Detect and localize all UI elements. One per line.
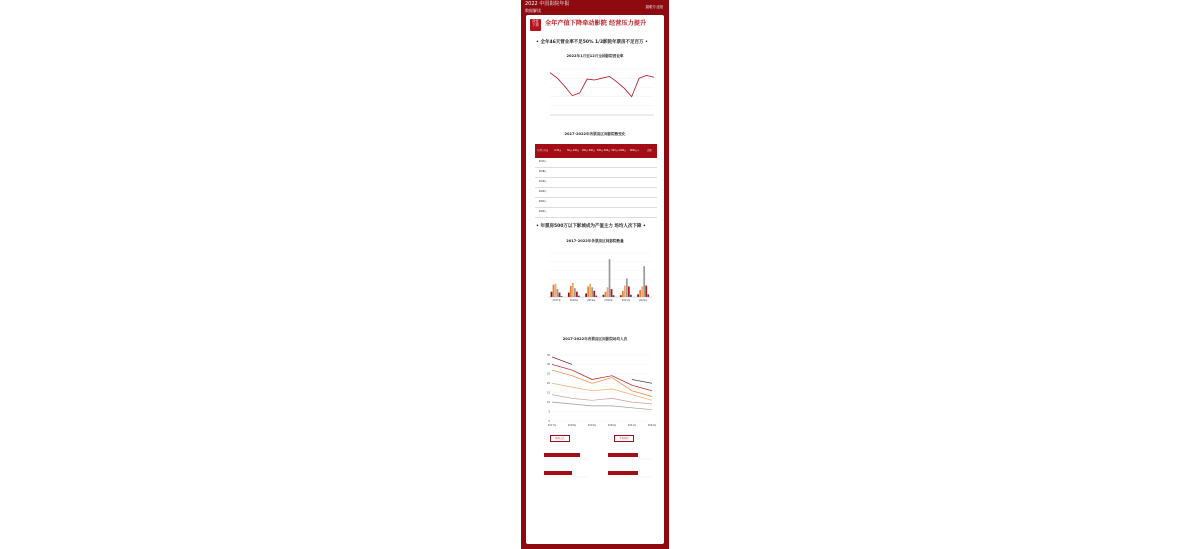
chart1-title: 2022年1月至12月全国影院营业率	[566, 54, 624, 58]
table-cell	[581, 198, 596, 208]
bar	[639, 290, 641, 297]
table-cell	[627, 188, 642, 198]
table-cell	[596, 158, 611, 168]
table-cell	[596, 198, 611, 208]
table-year-cell: 2017年	[535, 158, 550, 168]
x-tick-label: 2021年	[627, 424, 637, 427]
comparison-bars	[532, 449, 660, 485]
x-tick-label: 2022年	[639, 299, 648, 302]
label-avg-attendance: 场均人次	[550, 435, 570, 442]
y-tick-label: 0	[548, 419, 550, 423]
bar	[551, 292, 553, 297]
bar	[585, 293, 587, 297]
headline: 全年产值下降牵动影院 经营压力提升	[545, 20, 647, 27]
bar	[589, 284, 591, 297]
table-row	[535, 198, 657, 208]
table-cell	[550, 198, 565, 208]
table-cell	[611, 168, 626, 178]
bar	[593, 291, 595, 297]
table-cell	[611, 178, 626, 188]
bar	[595, 296, 597, 297]
table-row	[535, 158, 657, 168]
x-tick-label: 2022年	[647, 424, 657, 427]
table-year-cell: 2019年	[535, 178, 550, 188]
bar	[576, 292, 578, 297]
table-cell	[566, 198, 581, 208]
bar	[574, 288, 576, 297]
report-subtitle: 数据解读	[525, 8, 541, 13]
bar	[568, 293, 570, 297]
table-cell	[596, 178, 611, 188]
bar	[643, 266, 645, 297]
occupancy-line	[550, 73, 654, 97]
bar	[628, 286, 630, 297]
bar	[641, 286, 643, 297]
poster	[521, 0, 669, 549]
bar	[557, 289, 559, 297]
table-cell	[581, 178, 596, 188]
chart2-title: 2017-2022年各票房区间影院数量	[566, 239, 624, 243]
table-cell	[627, 158, 642, 168]
table-cell	[627, 208, 642, 218]
table-total-cell	[642, 158, 657, 168]
bar	[630, 295, 632, 297]
y-tick-label: 20	[546, 382, 550, 386]
table-total-cell	[642, 178, 657, 188]
bar	[626, 279, 628, 297]
table-cell	[581, 158, 596, 168]
attendance-line-chart	[540, 353, 658, 431]
table-cell	[611, 158, 626, 168]
table-cell	[581, 168, 596, 178]
table-cell	[566, 188, 581, 198]
bar	[645, 286, 647, 297]
bar	[620, 295, 622, 297]
bar	[559, 293, 561, 297]
table-cell	[566, 158, 581, 168]
table-year-cell: 2018年	[535, 168, 550, 178]
y-tick-label: 10	[546, 400, 550, 404]
bar	[570, 286, 572, 297]
table-cell	[550, 168, 565, 178]
table-total-cell	[642, 208, 657, 218]
table-total-cell	[642, 198, 657, 208]
table-row	[535, 168, 657, 178]
comparison-bar	[608, 453, 638, 457]
table-header-4: 300万-500万	[596, 144, 611, 158]
attendance-line	[552, 402, 652, 410]
bar	[578, 296, 580, 297]
table-cell	[596, 168, 611, 178]
x-tick-label: 2020年	[604, 299, 613, 302]
box-office-table	[535, 144, 657, 218]
section-title-1: • 全年46天营业率不足50% 1/3影院年票房不足百万 •	[536, 40, 648, 45]
bar	[553, 285, 555, 297]
bar	[587, 286, 589, 297]
bar	[609, 259, 611, 297]
table-cell	[596, 188, 611, 198]
label-avg-price: 平均票价	[614, 435, 634, 442]
bar	[647, 294, 649, 297]
table-cell	[611, 208, 626, 218]
x-tick-label: 2021年	[621, 299, 631, 302]
content-card	[526, 15, 664, 544]
x-tick-label: 2019年	[587, 299, 596, 302]
brand-logo: 猫眼专业版	[645, 5, 663, 9]
table-row	[535, 178, 657, 188]
table-year-cell: 2022年	[535, 208, 550, 218]
section-badge: 经营 下滑	[530, 19, 541, 31]
table-header-7: 总数	[642, 144, 657, 158]
bar	[607, 287, 609, 297]
table-row	[535, 208, 657, 218]
attendance-line	[632, 380, 652, 384]
table-cell	[611, 198, 626, 208]
top-bar	[521, 0, 669, 16]
table-header-3: 100万-300万	[581, 144, 596, 158]
x-tick-label: 2018年	[569, 299, 579, 302]
x-tick-label: 2017年	[552, 299, 561, 302]
chart3-title: 2017-2022年各票房区间影院场均人次	[562, 337, 628, 341]
table-year-cell: 2021年	[535, 198, 550, 208]
table-cell	[627, 178, 642, 188]
table-cell	[627, 198, 642, 208]
x-tick-label: 2018年	[567, 424, 577, 427]
bar	[591, 287, 593, 297]
table-cell	[581, 188, 596, 198]
table-cell	[611, 188, 626, 198]
bar	[603, 295, 605, 297]
table-cell	[550, 158, 565, 168]
occupancy-line-chart	[540, 65, 656, 123]
table-cell	[550, 178, 565, 188]
table-cell	[566, 168, 581, 178]
attendance-line	[552, 357, 572, 365]
bar	[613, 295, 615, 297]
y-tick-label: 25	[546, 372, 550, 376]
table-header-0: 年票房分布	[535, 144, 550, 158]
x-tick-label: 2017年	[547, 424, 557, 427]
comparison-bar	[544, 453, 580, 457]
y-tick-label: 5	[548, 410, 550, 414]
section-title-2: • 年票房500万以下影城成为产值主力 场均人次下降 •	[536, 224, 646, 229]
table-header-2: 50万-100万	[566, 144, 581, 158]
comparison-bar	[608, 471, 638, 475]
bar	[611, 289, 613, 297]
table-total-cell	[642, 168, 657, 178]
x-tick-label: 2020年	[607, 424, 617, 427]
bar	[572, 283, 574, 297]
table-cell	[550, 188, 565, 198]
bar	[637, 294, 639, 297]
table-cell	[627, 168, 642, 178]
table-row	[535, 188, 657, 198]
attendance-line	[552, 364, 652, 390]
y-tick-label: 35	[546, 353, 550, 357]
x-tick-label: 2019年	[587, 424, 597, 427]
comparison-bar	[544, 471, 572, 475]
table-header-6: 1000万+	[627, 144, 642, 158]
table-cell	[550, 208, 565, 218]
table-cell	[581, 208, 596, 218]
table-header-5: 500万-1000万	[611, 144, 626, 158]
y-tick-label: 30	[546, 363, 550, 367]
table-title: 2017-2022年各票房区间影院数变化	[564, 132, 626, 136]
table-cell	[596, 208, 611, 218]
table-header-1: 0-50万	[550, 144, 565, 158]
table-total-cell	[642, 188, 657, 198]
bar	[605, 292, 607, 297]
y-tick-label: 15	[546, 391, 550, 395]
report-title: 2022 中国影院年报	[525, 1, 570, 7]
bar	[624, 286, 626, 297]
cinema-count-bar-chart	[540, 251, 656, 303]
table-year-cell: 2020年	[535, 188, 550, 198]
bar	[622, 291, 624, 297]
bar	[555, 284, 557, 297]
table-cell	[566, 208, 581, 218]
table-cell	[566, 178, 581, 188]
